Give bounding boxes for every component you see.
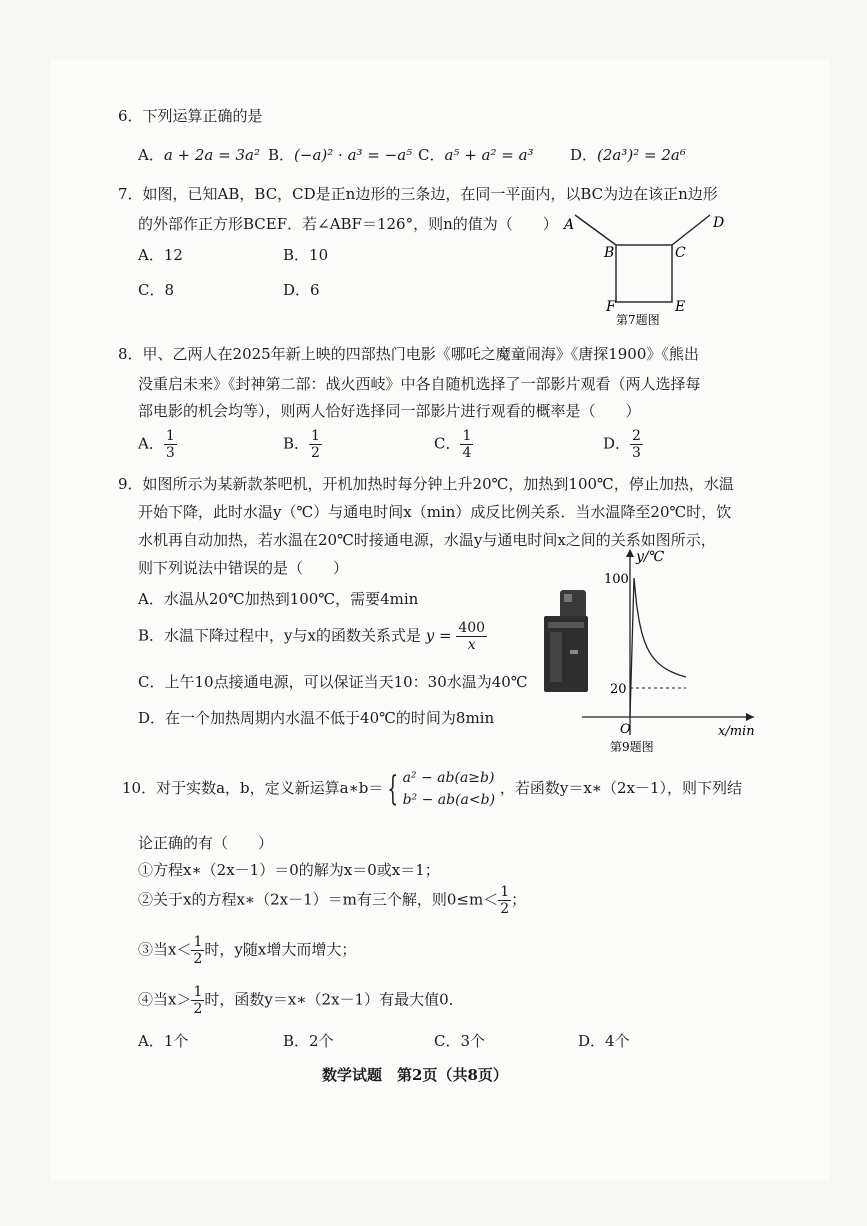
q10-statement-1: ①方程x∗（2x－1）＝0的解为x＝0或x＝1； [138, 861, 440, 879]
q10-statement-3: ③当x＜ $\frac{1}{2}$ 时，y随x增大而增大； [138, 934, 357, 967]
label-e: E [675, 299, 686, 315]
q8-line2: 没重启未来》《封神第二部：战火西岐》中各自随机选择了一部影片观看（两人选择每 [138, 375, 701, 393]
q7-option-d: D．6 [283, 281, 320, 299]
q9-graph [578, 545, 760, 755]
q8-option-b: B． $\frac{1}{2}$ [283, 428, 320, 461]
q7-option-b: B．10 [283, 246, 329, 264]
q10-option-a: A．1个 [138, 1032, 189, 1050]
origin-label: O [620, 722, 631, 737]
q10-line2: 论正确的有（ ） [138, 834, 274, 852]
x-axis-label: x/min [718, 724, 755, 739]
label-c: C [675, 245, 686, 261]
q7-option-a: A．12 [138, 246, 183, 264]
page-footer: 数学试题 第2页（共8页） [322, 1066, 508, 1084]
q8-option-d: D． $\frac{2}{3}$ [603, 428, 641, 461]
tick-100: 100 [604, 572, 629, 587]
q9-line1: 9．如图所示为某新款茶吧机，开机加热时每分钟上升20℃，加热到100℃，停止加热，水温 [118, 475, 734, 493]
q9-option-a: A．水温从20℃加热到100℃，需要4min [138, 590, 419, 608]
q6-option-d: D．(2a³)² = 2a⁶ [570, 146, 686, 164]
temperature-curve [630, 578, 686, 717]
q6-stem: 6．下列运算正确的是 [118, 107, 263, 125]
q7-figure [560, 205, 740, 330]
label-f: F [606, 299, 616, 315]
q8-line1: 8．甲、乙两人在2025年新上映的四部热门电影《哪吒之魔童闹海》《唐探1900》《熊出 [118, 345, 699, 363]
q7-option-c: C．8 [138, 281, 175, 299]
label-d: D [713, 215, 725, 231]
q8-option-a: A． $\frac{1}{3}$ [138, 428, 175, 461]
q8-option-c: C． $\frac{1}{4}$ [434, 428, 472, 461]
q10-option-d: D．4个 [578, 1032, 630, 1050]
q10-cases: a² − ab(a≥b) b² − ab(a<b) [402, 770, 496, 808]
q10-statement-2: ②关于x的方程x∗（2x－1）＝m有三个解，则0≤m＜ $\frac{1}{2}$ ； [138, 884, 527, 917]
label-b: B [604, 245, 615, 261]
label-a: A [564, 217, 575, 233]
q6-option-c: C．a⁵ + a² = a³ [418, 146, 534, 164]
q9-caption: 第9题图 [610, 740, 654, 754]
q10-option-b: B．2个 [283, 1032, 334, 1050]
tick-20: 20 [610, 682, 627, 697]
q7-line1: 7．如图，已知AB，BC，CD是正n边形的三条边，在同一平面内，以BC为边在该正n边形 [118, 185, 718, 203]
q7-line2: 的外部作正方形BCEF．若∠ABF＝126°，则n的值为（ ） [138, 215, 558, 233]
q9-option-c: C．上午10点接通电源，可以保证当天10：30水温为40℃ [138, 673, 528, 691]
q10-statement-4: ④当x＞ $\frac{1}{2}$ 时，函数y＝x∗（2x－1）有最大值0． [138, 984, 464, 1017]
q9-option-d: D．在一个加热周期内水温不低于40℃的时间为8min [138, 709, 495, 727]
q10-option-c: C．3个 [434, 1032, 486, 1050]
q6-option-a: A．a + 2a = 3a² [138, 146, 260, 164]
q7-caption: 第7题图 [616, 313, 660, 327]
q9-line2: 开始下降，此时水温y（℃）与通电时间x（min）成反比例关系．当水温降至20℃时，饮 [138, 503, 732, 521]
square-bcef [616, 245, 672, 302]
q9-line4: 则下列说法中错误的是（ ） [138, 559, 349, 577]
q8-line3: 部电影的机会均等），则两人恰好选择同一部影片进行观看的概率是（ ） [138, 402, 641, 420]
y-axis-label: y/℃ [636, 549, 665, 565]
q10-stem: 10．对于实数a，b，定义新运算a∗b＝ { a² − ab(a≥b) b² − ab(a<b) ，若函数y＝x∗（2x－1），则下列结 [122, 769, 743, 809]
q9-option-b: B．水温下降过程中，y与x的函数关系式是 y = $\frac{400}{x}$ [138, 620, 486, 653]
q6-option-b: B．(−a)² · a³ = −a⁵ [268, 146, 413, 164]
q9-line3: 水机再自动加热，若水温在20℃时接通电源，水温y与通电时间x之间的关系如图所示， [138, 531, 716, 549]
brace: { [387, 769, 399, 809]
